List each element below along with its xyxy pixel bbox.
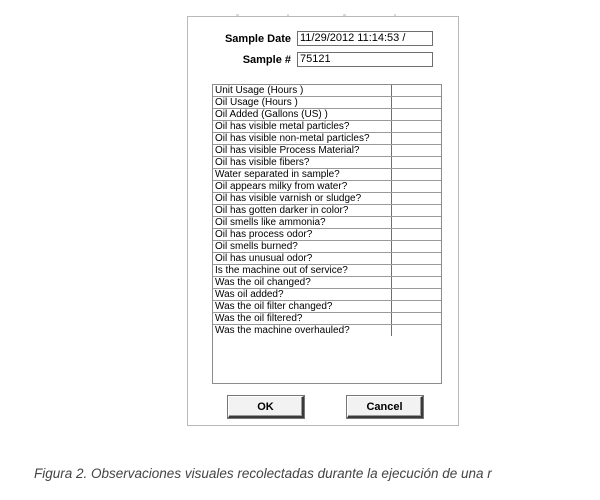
observation-value-cell[interactable] (392, 85, 442, 97)
observation-question: Oil has visible fibers? (213, 157, 392, 169)
table-row (213, 109, 441, 121)
observation-question: Was the machine overhauled? (213, 325, 392, 337)
observation-question: Water separated in sample? (213, 169, 392, 181)
observation-value-cell[interactable] (392, 253, 442, 265)
table-row (213, 85, 441, 97)
observation-question: Was the oil filter changed? (213, 301, 392, 313)
cancel-button[interactable]: Cancel (347, 396, 423, 418)
observation-question: Was the oil changed? (213, 277, 392, 289)
observation-value-cell[interactable] (392, 325, 442, 337)
observation-question: Unit Usage (Hours ) (213, 85, 392, 97)
observation-question: Is the machine out of service? (213, 265, 392, 277)
observation-question: Oil Added (Gallons (US) ) (213, 109, 392, 121)
observations-table (213, 85, 441, 336)
observation-value-cell[interactable] (392, 313, 442, 325)
observation-value-cell[interactable] (392, 133, 442, 145)
observation-question: Oil smells like ammonia? (213, 217, 392, 229)
table-row (213, 157, 441, 169)
table-row (213, 205, 441, 217)
observation-question: Oil has unusual odor? (213, 253, 392, 265)
table-row (213, 193, 441, 205)
table-row (213, 229, 441, 241)
table-row (213, 97, 441, 109)
observation-value-cell[interactable] (392, 265, 442, 277)
observation-value-cell[interactable] (392, 157, 442, 169)
sample-entry-dialog (187, 16, 459, 426)
observation-question: Oil has visible Process Material? (213, 145, 392, 157)
table-row (213, 277, 441, 289)
sample-number-label: Sample # (242, 53, 291, 66)
observation-question: Oil has visible metal particles? (213, 121, 392, 133)
observation-question: Oil has visible varnish or sludge? (213, 193, 392, 205)
table-row (213, 253, 441, 265)
sample-date-row (196, 31, 433, 46)
observation-question: Was the oil filtered? (213, 313, 392, 325)
table-row (213, 121, 441, 133)
observation-value-cell[interactable] (392, 193, 442, 205)
observation-value-cell[interactable] (392, 289, 442, 301)
observation-value-cell[interactable] (392, 229, 442, 241)
table-row (213, 133, 441, 145)
sample-number-row (196, 52, 433, 67)
table-row (213, 301, 441, 313)
observation-value-cell[interactable] (392, 145, 442, 157)
table-row (213, 181, 441, 193)
table-row (213, 265, 441, 277)
ok-button[interactable]: OK (228, 396, 304, 418)
observation-question: Oil smells burned? (213, 241, 392, 253)
sample-number-field[interactable]: 75121 (297, 52, 433, 67)
table-row (213, 169, 441, 181)
observation-question: Oil has gotten darker in color? (213, 205, 392, 217)
sample-date-field[interactable]: 11/29/2012 11:14:53 / (297, 31, 433, 46)
observation-value-cell[interactable] (392, 277, 442, 289)
observation-value-cell[interactable] (392, 181, 442, 193)
figure-caption: Figura 2. Observaciones visuales recolectadas durante la ejecución de una r (34, 466, 492, 481)
table-row (213, 289, 441, 301)
observation-value-cell[interactable] (392, 109, 442, 121)
observation-value-cell[interactable] (392, 97, 442, 109)
observation-value-cell[interactable] (392, 121, 442, 133)
observations-grid (212, 84, 442, 384)
observation-question: Oil Usage (Hours ) (213, 97, 392, 109)
sample-date-label: Sample Date (224, 32, 291, 45)
table-row (213, 313, 441, 325)
observation-question: Oil appears milky from water? (213, 181, 392, 193)
table-row (213, 241, 441, 253)
observation-value-cell[interactable] (392, 301, 442, 313)
table-row (213, 145, 441, 157)
observation-value-cell[interactable] (392, 169, 442, 181)
observation-value-cell[interactable] (392, 205, 442, 217)
observation-value-cell[interactable] (392, 241, 442, 253)
table-row (213, 217, 441, 229)
observation-question: Oil has visible non-metal particles? (213, 133, 392, 145)
observation-value-cell[interactable] (392, 217, 442, 229)
observation-question: Oil has process odor? (213, 229, 392, 241)
table-row (213, 325, 441, 337)
observation-question: Was oil added? (213, 289, 392, 301)
